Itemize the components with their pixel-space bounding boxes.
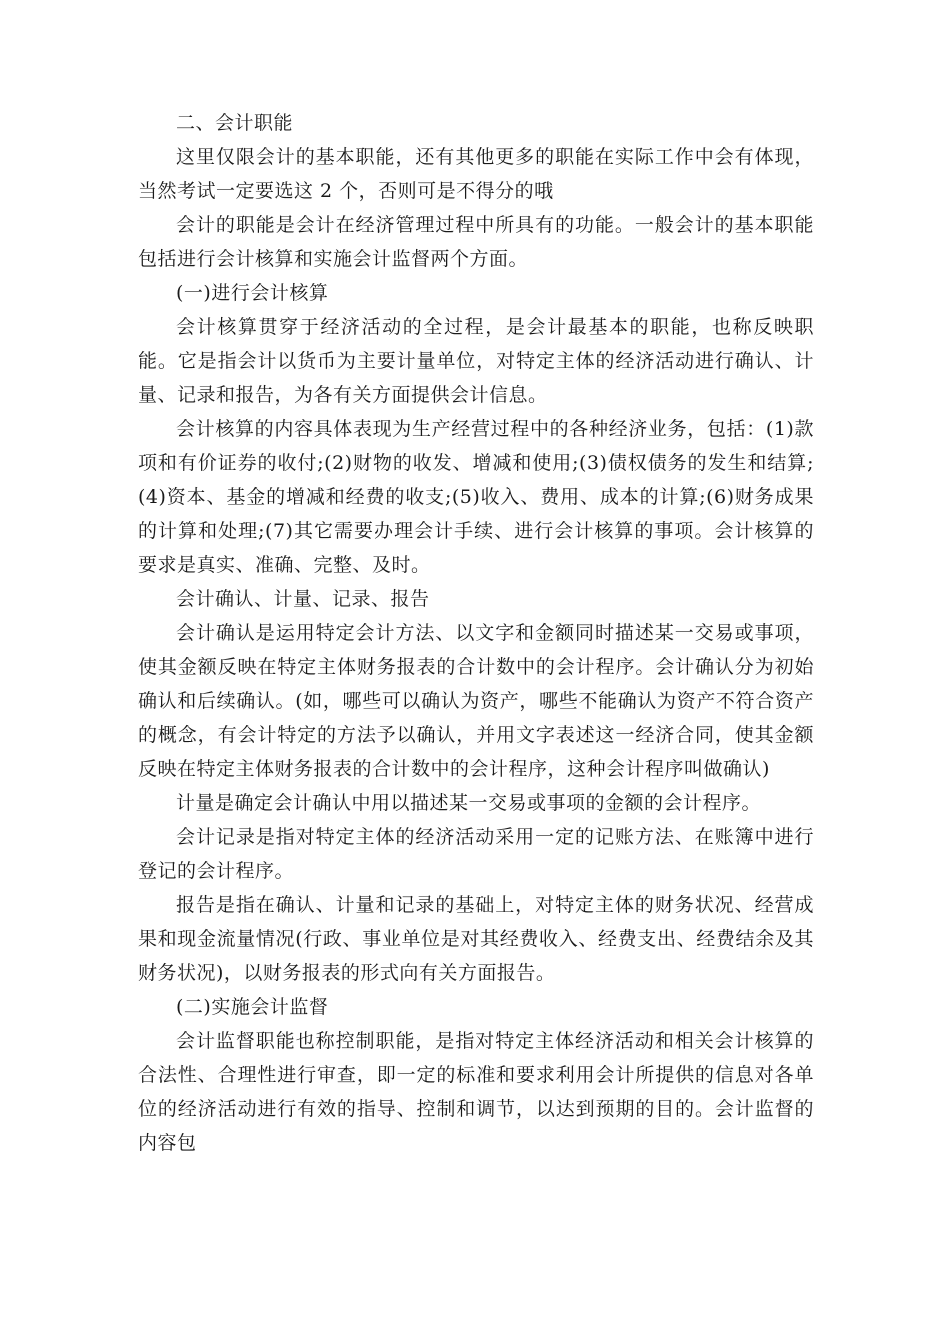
subsection-heading: 会计确认、计量、记录、报告 [176, 588, 430, 610]
paragraph: 会计确认是运用特定会计方法、以文字和金额同时描述某一交易或事项，使其金额反映在特定主体财务报表的合计数中的会计程序。会计确认分为初始确认和后续确认。(如，哪些可以确认为资产，哪些不能确认为资产不符合资产的概念，有会计特定的方法予以确认，并用文字表述这一经济合同，使其金额反映在特定主体财务报表的合计数中的会计程序，这种会计程序叫做确认) [138, 622, 814, 780]
paragraph: 报告是指在确认、计量和记录的基础上，对特定主体的财务状况、经营成果和现金流量情况(行政、事业单位是对其经费收入、经费支出、经费结余及其财务状况)，以财务报表的形式向有关方面报告。 [138, 894, 814, 984]
paragraph: 会计核算的内容具体表现为生产经营过程中的各种经济业务，包括：(1)款项和有价证券的收付;(2)财物的收发、增减和使用;(3)债权债务的发生和结算;(4)资本、基金的增减和经费的收支;(5)收入、费用、成本的计算;(6)财务成果的计算和处理;(7)其它需要办理会计手续、进行会计核算的事项。会计核算的要求是真实、准确、完整、及时。 [138, 418, 814, 576]
paragraph: 会计记录是指对特定主体的经济活动采用一定的记账方法、在账簿中进行登记的会计程序。 [138, 826, 814, 882]
subsection-heading: (一)进行会计核算 [176, 282, 329, 304]
paragraph: 计量是确定会计确认中用以描述某一交易或事项的金额的会计程序。 [176, 792, 762, 814]
paragraph: 这里仅限会计的基本职能，还有其他更多的职能在实际工作中会有体现，当然考试一定要选这 2 个，否则可是不得分的哦 [138, 146, 814, 202]
paragraph: 会计的职能是会计在经济管理过程中所具有的功能。一般会计的基本职能包括进行会计核算和实施会计监督两个方面。 [138, 214, 814, 270]
document-body [138, 106, 814, 1160]
section-heading: 二、会计职能 [176, 112, 294, 134]
subsection-heading: (二)实施会计监督 [176, 996, 329, 1018]
paragraph: 会计核算贯穿于经济活动的全过程，是会计最基本的职能，也称反映职能。它是指会计以货币为主要计量单位，对特定主体的经济活动进行确认、计量、记录和报告，为各有关方面提供会计信息。 [138, 316, 814, 406]
paragraph: 会计监督职能也称控制职能，是指对特定主体经济活动和相关会计核算的合法性、合理性进行审查，即一定的标准和要求利用会计所提供的信息对各单位的经济活动进行有效的指导、控制和调节，以达到预期的目的。会计监督的内容包 [138, 1030, 814, 1154]
